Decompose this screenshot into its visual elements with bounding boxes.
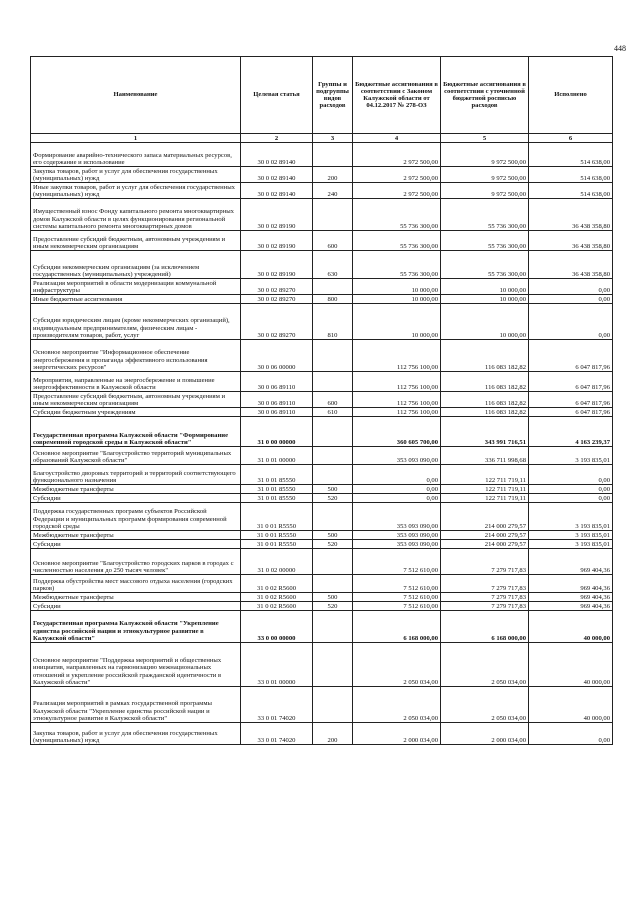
row-planned-amount-cell: 214 000 279,57 xyxy=(441,540,529,549)
column-number: 5 xyxy=(441,134,529,143)
row-target-item-cell: 31 0 01 00000 xyxy=(241,447,313,465)
row-expense-group-cell: 520 xyxy=(313,602,353,611)
row-law-amount-cell: 0,00 xyxy=(353,465,441,485)
table-row xyxy=(31,549,613,575)
table-body xyxy=(31,143,613,745)
row-executed-amount-cell: 4 163 239,37 xyxy=(529,417,613,447)
row-target-item-cell: 31 0 02 R5600 xyxy=(241,593,313,602)
row-name-cell: Предоставление субсидий бюджетным, автономным учреждениям и иным некоммерческим организациям xyxy=(31,231,241,251)
row-target-item-cell: 31 0 01 R5550 xyxy=(241,503,313,531)
row-law-amount-cell: 0,00 xyxy=(353,485,441,494)
row-expense-group-cell xyxy=(313,340,353,372)
row-planned-amount-cell: 214 000 279,57 xyxy=(441,503,529,531)
row-law-amount-cell: 10 000,00 xyxy=(353,295,441,304)
row-law-amount-cell: 10 000,00 xyxy=(353,304,441,340)
row-target-item-cell: 30 0 02 89190 xyxy=(241,251,313,279)
table-row xyxy=(31,417,613,447)
table-row xyxy=(31,167,613,183)
row-planned-amount-cell: 116 083 182,82 xyxy=(441,340,529,372)
table-row xyxy=(31,687,613,723)
table-row xyxy=(31,723,613,745)
table-row xyxy=(31,485,613,494)
row-target-item-cell: 30 0 02 89140 xyxy=(241,143,313,167)
table-row xyxy=(31,494,613,503)
row-executed-amount-cell: 969 404,36 xyxy=(529,549,613,575)
row-expense-group-cell: 800 xyxy=(313,295,353,304)
row-law-amount-cell: 2 050 034,00 xyxy=(353,687,441,723)
row-executed-amount-cell: 0,00 xyxy=(529,723,613,745)
row-executed-amount-cell: 3 193 835,01 xyxy=(529,447,613,465)
row-target-item-cell: 30 0 06 89110 xyxy=(241,372,313,392)
column-number: 3 xyxy=(313,134,353,143)
row-target-item-cell: 30 0 02 89140 xyxy=(241,183,313,199)
row-name-cell: Реализация мероприятий в области модернизации коммунальной инфраструктуры xyxy=(31,279,241,295)
row-target-item-cell: 30 0 06 00000 xyxy=(241,340,313,372)
table-row xyxy=(31,372,613,392)
row-target-item-cell: 31 0 01 85550 xyxy=(241,494,313,503)
row-planned-amount-cell: 9 972 500,00 xyxy=(441,183,529,199)
column-number: 6 xyxy=(529,134,613,143)
row-target-item-cell: 30 0 02 89140 xyxy=(241,167,313,183)
row-target-item-cell: 31 0 01 R5550 xyxy=(241,540,313,549)
row-name-cell: Субсидии бюджетным учреждениям xyxy=(31,408,241,417)
row-name-cell: Государственная программа Калужской области "Укрепление единства российской нации и этнокультурное развитие в Калужской области" xyxy=(31,611,241,643)
row-law-amount-cell: 7 512 610,00 xyxy=(353,549,441,575)
row-expense-group-cell xyxy=(313,687,353,723)
row-planned-amount-cell: 55 736 300,00 xyxy=(441,231,529,251)
row-law-amount-cell: 112 756 100,00 xyxy=(353,408,441,417)
row-planned-amount-cell: 2 050 034,00 xyxy=(441,687,529,723)
row-planned-amount-cell: 7 279 717,83 xyxy=(441,593,529,602)
row-target-item-cell: 30 0 06 89110 xyxy=(241,408,313,417)
row-name-cell: Поддержка государственных программ субъектов Российской Федерации и муниципальных программ формирования современной городской среды xyxy=(31,503,241,531)
table-row xyxy=(31,304,613,340)
row-executed-amount-cell: 36 438 358,80 xyxy=(529,251,613,279)
row-name-cell: Субсидии xyxy=(31,540,241,549)
row-executed-amount-cell: 969 404,36 xyxy=(529,575,613,593)
row-law-amount-cell: 0,00 xyxy=(353,494,441,503)
row-expense-group-cell xyxy=(313,143,353,167)
row-law-amount-cell: 2 972 500,00 xyxy=(353,183,441,199)
row-law-amount-cell: 2 050 034,00 xyxy=(353,643,441,687)
table-row xyxy=(31,531,613,540)
row-expense-group-cell xyxy=(313,372,353,392)
row-expense-group-cell: 500 xyxy=(313,485,353,494)
header-name: Наименование xyxy=(31,57,241,134)
header-planned-allocations: Бюджетные ассигнования в соответствии с уточненной бюджетной росписью расходов xyxy=(441,57,529,134)
table-row xyxy=(31,540,613,549)
page-number: 448 xyxy=(614,44,626,53)
row-planned-amount-cell: 9 972 500,00 xyxy=(441,143,529,167)
row-target-item-cell: 30 0 06 89110 xyxy=(241,392,313,408)
row-law-amount-cell: 55 736 300,00 xyxy=(353,251,441,279)
header-target-item: Целевая статья xyxy=(241,57,313,134)
row-name-cell: Субсидии некоммерческим организациям (за исключением государственных (муниципальных) учреждений) xyxy=(31,251,241,279)
table-row xyxy=(31,465,613,485)
row-name-cell: Благоустройство дворовых территорий и территорий соответствующего функционального назначения xyxy=(31,465,241,485)
row-target-item-cell: 31 0 00 00000 xyxy=(241,417,313,447)
row-name-cell: Межбюджетные трансферты xyxy=(31,485,241,494)
row-executed-amount-cell: 40 000,00 xyxy=(529,687,613,723)
row-law-amount-cell: 353 093 090,00 xyxy=(353,447,441,465)
row-executed-amount-cell: 514 638,00 xyxy=(529,143,613,167)
row-law-amount-cell: 353 093 090,00 xyxy=(353,503,441,531)
row-law-amount-cell: 6 168 000,00 xyxy=(353,611,441,643)
row-planned-amount-cell: 116 083 182,82 xyxy=(441,372,529,392)
row-executed-amount-cell: 514 638,00 xyxy=(529,183,613,199)
row-expense-group-cell xyxy=(313,447,353,465)
row-planned-amount-cell: 122 711 719,11 xyxy=(441,494,529,503)
row-expense-group-cell: 500 xyxy=(313,531,353,540)
row-law-amount-cell: 360 605 700,00 xyxy=(353,417,441,447)
table-header-row xyxy=(31,57,613,134)
row-law-amount-cell: 112 756 100,00 xyxy=(353,392,441,408)
row-name-cell: Основное мероприятие "Благоустройство территорий муниципальных образований Калужской области" xyxy=(31,447,241,465)
row-expense-group-cell xyxy=(313,503,353,531)
row-target-item-cell: 30 0 02 89270 xyxy=(241,279,313,295)
row-executed-amount-cell: 6 047 817,96 xyxy=(529,392,613,408)
row-expense-group-cell: 630 xyxy=(313,251,353,279)
table-row xyxy=(31,183,613,199)
row-target-item-cell: 31 0 01 85550 xyxy=(241,465,313,485)
column-number: 1 xyxy=(31,134,241,143)
row-target-item-cell: 31 0 01 85550 xyxy=(241,485,313,494)
row-name-cell: Основное мероприятие "Поддержка мероприятий и общественных инициатив, направленных на гармонизацию межнациональных отношений и укрепление российской гражданской идентичности в Калужской области" xyxy=(31,643,241,687)
row-planned-amount-cell: 10 000,00 xyxy=(441,279,529,295)
row-expense-group-cell xyxy=(313,575,353,593)
row-expense-group-cell: 520 xyxy=(313,494,353,503)
row-name-cell: Закупка товаров, работ и услуг для обеспечения государственных (муниципальных) нужд xyxy=(31,167,241,183)
row-executed-amount-cell: 3 193 835,01 xyxy=(529,540,613,549)
row-name-cell: Имущественный взнос Фонду капитального ремонта многоквартирных домов Калужской области в целях функционирования региональной системы капитального ремонта многоквартирных домов xyxy=(31,199,241,231)
row-name-cell: Субсидии xyxy=(31,602,241,611)
table-row xyxy=(31,575,613,593)
row-law-amount-cell: 112 756 100,00 xyxy=(353,372,441,392)
row-planned-amount-cell: 2 000 034,00 xyxy=(441,723,529,745)
header-expense-group: Группы и подгруппы видов расходов xyxy=(313,57,353,134)
row-expense-group-cell xyxy=(313,279,353,295)
row-expense-group-cell xyxy=(313,465,353,485)
table-row xyxy=(31,602,613,611)
row-name-cell: Основное мероприятие "Благоустройство городских парков в городах с численностью населения до 250 тысяч человек" xyxy=(31,549,241,575)
row-executed-amount-cell: 6 047 817,96 xyxy=(529,372,613,392)
row-executed-amount-cell: 6 047 817,96 xyxy=(529,340,613,372)
table-row xyxy=(31,199,613,231)
row-name-cell: Иные бюджетные ассигнования xyxy=(31,295,241,304)
row-expense-group-cell: 520 xyxy=(313,540,353,549)
row-target-item-cell: 31 0 02 R5600 xyxy=(241,602,313,611)
row-law-amount-cell: 7 512 610,00 xyxy=(353,602,441,611)
row-expense-group-cell: 200 xyxy=(313,167,353,183)
row-expense-group-cell: 600 xyxy=(313,231,353,251)
row-executed-amount-cell: 0,00 xyxy=(529,295,613,304)
row-name-cell: Предоставление субсидий бюджетным, автономным учреждениям и иным некоммерческим организациям xyxy=(31,392,241,408)
row-target-item-cell: 30 0 02 89190 xyxy=(241,231,313,251)
row-executed-amount-cell: 514 638,00 xyxy=(529,167,613,183)
table-row xyxy=(31,279,613,295)
row-executed-amount-cell: 36 438 358,80 xyxy=(529,199,613,231)
row-target-item-cell: 31 0 01 R5550 xyxy=(241,531,313,540)
row-planned-amount-cell: 116 083 182,82 xyxy=(441,408,529,417)
row-name-cell: Поддержка обустройства мест массового отдыха населения (городских парков) xyxy=(31,575,241,593)
budget-table xyxy=(30,56,613,745)
row-law-amount-cell: 10 000,00 xyxy=(353,279,441,295)
row-planned-amount-cell: 6 168 000,00 xyxy=(441,611,529,643)
row-planned-amount-cell: 122 711 719,11 xyxy=(441,465,529,485)
table-row xyxy=(31,408,613,417)
row-executed-amount-cell: 0,00 xyxy=(529,279,613,295)
row-executed-amount-cell: 36 438 358,80 xyxy=(529,231,613,251)
row-executed-amount-cell: 40 000,00 xyxy=(529,611,613,643)
row-executed-amount-cell: 969 404,36 xyxy=(529,593,613,602)
row-executed-amount-cell: 0,00 xyxy=(529,465,613,485)
row-expense-group-cell xyxy=(313,549,353,575)
row-expense-group-cell: 600 xyxy=(313,392,353,408)
row-law-amount-cell: 2 972 500,00 xyxy=(353,167,441,183)
column-number: 4 xyxy=(353,134,441,143)
row-planned-amount-cell: 10 000,00 xyxy=(441,295,529,304)
header-law-allocations: Бюджетные ассигнования в соответствии с Законом Калужской области от 04.12.2017 № 278-ОЗ xyxy=(353,57,441,134)
header-executed: Исполнено xyxy=(529,57,613,134)
table-row xyxy=(31,143,613,167)
row-law-amount-cell: 7 512 610,00 xyxy=(353,575,441,593)
table-row xyxy=(31,611,613,643)
table-row xyxy=(31,593,613,602)
row-planned-amount-cell: 214 000 279,57 xyxy=(441,531,529,540)
row-name-cell: Иные закупки товаров, работ и услуг для обеспечения государственных (муниципальных) нужд xyxy=(31,183,241,199)
row-name-cell: Субсидии юридическим лицам (кроме некоммерческих организаций), индивидуальным предпринимателям, физическим лицам - производителям товаров, работ, услуг xyxy=(31,304,241,340)
row-planned-amount-cell: 55 736 300,00 xyxy=(441,251,529,279)
row-law-amount-cell: 353 093 090,00 xyxy=(353,540,441,549)
table-row xyxy=(31,231,613,251)
row-planned-amount-cell: 7 279 717,83 xyxy=(441,602,529,611)
row-planned-amount-cell: 2 050 034,00 xyxy=(441,643,529,687)
row-name-cell: Закупка товаров, работ и услуг для обеспечения государственных (муниципальных) нужд xyxy=(31,723,241,745)
table-row xyxy=(31,295,613,304)
row-law-amount-cell: 353 093 090,00 xyxy=(353,531,441,540)
column-number: 2 xyxy=(241,134,313,143)
row-expense-group-cell: 500 xyxy=(313,593,353,602)
row-target-item-cell: 30 0 02 89270 xyxy=(241,295,313,304)
row-name-cell: Формирование аварийно-технического запаса материальных ресурсов, его содержание и использование xyxy=(31,143,241,167)
row-law-amount-cell: 112 756 100,00 xyxy=(353,340,441,372)
row-name-cell: Мероприятия, направленные на энергосбережение и повышение энергоэффективности в Калужской области xyxy=(31,372,241,392)
column-number-row xyxy=(31,134,613,143)
row-law-amount-cell: 2 972 500,00 xyxy=(353,143,441,167)
row-target-item-cell: 31 0 02 R5600 xyxy=(241,575,313,593)
row-planned-amount-cell: 10 000,00 xyxy=(441,304,529,340)
row-executed-amount-cell: 969 404,36 xyxy=(529,602,613,611)
row-law-amount-cell: 55 736 300,00 xyxy=(353,199,441,231)
row-law-amount-cell: 7 512 610,00 xyxy=(353,593,441,602)
row-expense-group-cell: 200 xyxy=(313,723,353,745)
table-row xyxy=(31,392,613,408)
row-planned-amount-cell: 9 972 500,00 xyxy=(441,167,529,183)
row-expense-group-cell: 240 xyxy=(313,183,353,199)
table-row xyxy=(31,340,613,372)
row-planned-amount-cell: 7 279 717,83 xyxy=(441,549,529,575)
row-executed-amount-cell: 6 047 817,96 xyxy=(529,408,613,417)
row-planned-amount-cell: 7 279 717,83 xyxy=(441,575,529,593)
row-expense-group-cell: 610 xyxy=(313,408,353,417)
row-executed-amount-cell: 0,00 xyxy=(529,494,613,503)
row-target-item-cell: 33 0 01 74020 xyxy=(241,687,313,723)
row-expense-group-cell xyxy=(313,199,353,231)
row-executed-amount-cell: 3 193 835,01 xyxy=(529,503,613,531)
row-expense-group-cell xyxy=(313,643,353,687)
row-name-cell: Основное мероприятие "Информационное обеспечение энергосбережения и пропаганда эффективного использования энергетических ресурсов" xyxy=(31,340,241,372)
row-name-cell: Субсидии xyxy=(31,494,241,503)
row-executed-amount-cell: 0,00 xyxy=(529,485,613,494)
table-row xyxy=(31,643,613,687)
row-executed-amount-cell: 3 193 835,01 xyxy=(529,531,613,540)
row-target-item-cell: 33 0 01 00000 xyxy=(241,643,313,687)
row-target-item-cell: 30 0 02 89190 xyxy=(241,199,313,231)
row-expense-group-cell xyxy=(313,417,353,447)
table-row xyxy=(31,251,613,279)
row-name-cell: Межбюджетные трансферты xyxy=(31,593,241,602)
row-law-amount-cell: 2 000 034,00 xyxy=(353,723,441,745)
row-target-item-cell: 30 0 02 89270 xyxy=(241,304,313,340)
row-name-cell: Межбюджетные трансферты xyxy=(31,531,241,540)
row-target-item-cell: 31 0 02 00000 xyxy=(241,549,313,575)
row-planned-amount-cell: 343 991 716,51 xyxy=(441,417,529,447)
row-planned-amount-cell: 122 711 719,11 xyxy=(441,485,529,494)
row-name-cell: Реализация мероприятий в рамках государственной программы Калужской области "Укрепление единства российской нации и этнокультурное развитие в Калужской области" xyxy=(31,687,241,723)
row-law-amount-cell: 55 736 300,00 xyxy=(353,231,441,251)
row-executed-amount-cell: 40 000,00 xyxy=(529,643,613,687)
row-target-item-cell: 33 0 00 00000 xyxy=(241,611,313,643)
row-planned-amount-cell: 55 736 300,00 xyxy=(441,199,529,231)
row-executed-amount-cell: 0,00 xyxy=(529,304,613,340)
row-planned-amount-cell: 336 711 998,68 xyxy=(441,447,529,465)
table-row xyxy=(31,447,613,465)
row-expense-group-cell xyxy=(313,611,353,643)
table-row xyxy=(31,503,613,531)
row-planned-amount-cell: 116 083 182,82 xyxy=(441,392,529,408)
row-target-item-cell: 33 0 01 74020 xyxy=(241,723,313,745)
row-expense-group-cell: 810 xyxy=(313,304,353,340)
row-name-cell: Государственная программа Калужской области "Формирование современной городской среды в Калужской области" xyxy=(31,417,241,447)
